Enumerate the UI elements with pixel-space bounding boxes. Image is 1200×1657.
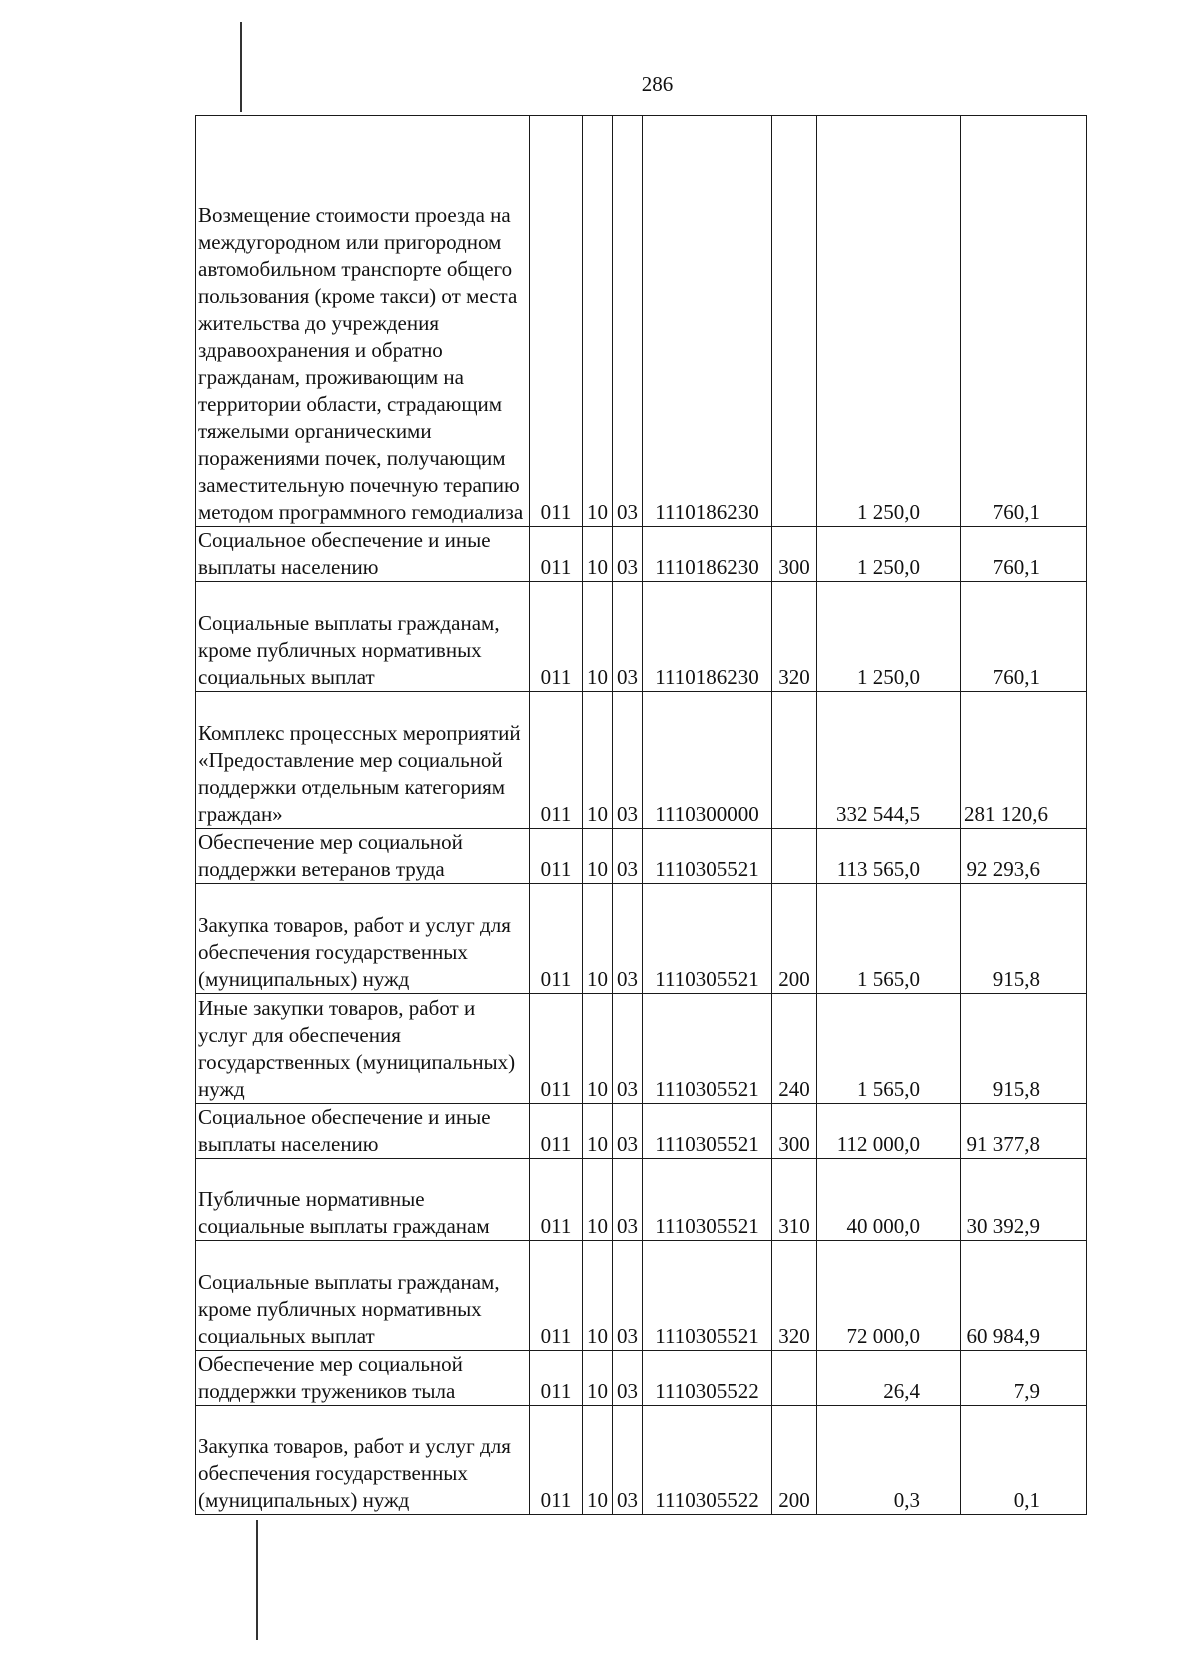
cell-ved: 011	[530, 994, 583, 1104]
table-row	[196, 829, 1087, 884]
cell-pr: 03	[613, 884, 643, 994]
cell-vr	[772, 1351, 817, 1406]
table-row	[196, 1351, 1087, 1406]
cell-plan: 1 565,0	[817, 994, 961, 1104]
cell-csr: 1110300000	[643, 692, 772, 829]
cell-fact: 60 984,9	[961, 1241, 1087, 1351]
cell-rz: 10	[583, 692, 613, 829]
cell-rz: 10	[583, 1241, 613, 1351]
cell-vr: 320	[772, 1241, 817, 1351]
row-name: Закупка товаров, работ и услуг для обеспечения государственных (муниципальных) нужд	[196, 1406, 530, 1515]
cell-csr: 1110305521	[643, 829, 772, 884]
cell-csr: 1110305522	[643, 1406, 772, 1515]
table-row	[196, 1104, 1087, 1159]
table-row	[196, 994, 1087, 1104]
table-row	[196, 582, 1087, 692]
cell-csr: 1110305521	[643, 1159, 772, 1241]
cell-vr: 200	[772, 1406, 817, 1515]
cell-csr: 1110305521	[643, 884, 772, 994]
table-row	[196, 1241, 1087, 1351]
table-row	[196, 116, 1087, 527]
cell-plan: 112 000,0	[817, 1104, 961, 1159]
cell-fact: 760,1	[961, 527, 1087, 582]
cell-rz: 10	[583, 582, 613, 692]
row-name: Обеспечение мер социальной поддержки ветеранов труда	[196, 829, 530, 884]
cell-fact: 915,8	[961, 884, 1087, 994]
cell-vr: 300	[772, 1104, 817, 1159]
cell-rz: 10	[583, 1159, 613, 1241]
cell-plan: 0,3	[817, 1406, 961, 1515]
cell-ved: 011	[530, 1241, 583, 1351]
cell-csr: 1110186230	[643, 116, 772, 527]
row-name: Иные закупки товаров, работ и услуг для обеспечения государственных (муниципальных) нужд	[196, 994, 530, 1104]
cell-pr: 03	[613, 1351, 643, 1406]
cell-plan: 26,4	[817, 1351, 961, 1406]
cell-vr	[772, 116, 817, 527]
cell-pr: 03	[613, 116, 643, 527]
cell-rz: 10	[583, 1104, 613, 1159]
row-name: Социальное обеспечение и иные выплаты населению	[196, 1104, 530, 1159]
page-number: 286	[641, 72, 674, 96]
table-row	[196, 1406, 1087, 1515]
cell-vr: 200	[772, 884, 817, 994]
cell-ved: 011	[530, 527, 583, 582]
table-row	[196, 692, 1087, 829]
cell-fact: 30 392,9	[961, 1159, 1087, 1241]
row-name: Обеспечение мер социальной поддержки тружеников тыла	[196, 1351, 530, 1406]
cell-ved: 011	[530, 829, 583, 884]
cell-rz: 10	[583, 884, 613, 994]
cell-plan: 1 250,0	[817, 582, 961, 692]
cell-rz: 10	[583, 1351, 613, 1406]
cell-pr: 03	[613, 829, 643, 884]
cell-rz: 10	[583, 116, 613, 527]
cell-ved: 011	[530, 1159, 583, 1241]
row-name: Социальные выплаты гражданам, кроме публичных нормативных социальных выплат	[196, 582, 530, 692]
cell-pr: 03	[613, 692, 643, 829]
scan-margin-line-bottom	[256, 1520, 258, 1640]
row-name: Закупка товаров, работ и услуг для обеспечения государственных (муниципальных) нужд	[196, 884, 530, 994]
cell-pr: 03	[613, 527, 643, 582]
cell-plan: 113 565,0	[817, 829, 961, 884]
cell-pr: 03	[613, 994, 643, 1104]
cell-rz: 10	[583, 1406, 613, 1515]
row-name: Социальные выплаты гражданам, кроме публичных нормативных социальных выплат	[196, 1241, 530, 1351]
cell-fact: 281 120,6	[961, 692, 1087, 829]
row-name: Публичные нормативные социальные выплаты гражданам	[196, 1159, 530, 1241]
cell-fact: 760,1	[961, 116, 1087, 527]
table-row	[196, 1159, 1087, 1241]
cell-plan: 332 544,5	[817, 692, 961, 829]
scan-margin-line-top	[240, 22, 242, 112]
cell-fact: 7,9	[961, 1351, 1087, 1406]
cell-ved: 011	[530, 116, 583, 527]
cell-vr: 300	[772, 527, 817, 582]
cell-ved: 011	[530, 582, 583, 692]
cell-plan: 1 250,0	[817, 527, 961, 582]
row-name: Комплекс процессных мероприятий «Предоставление мер социальной поддержки отдельным категориям граждан»	[196, 692, 530, 829]
cell-ved: 011	[530, 1406, 583, 1515]
cell-ved: 011	[530, 1351, 583, 1406]
cell-vr	[772, 829, 817, 884]
table-row	[196, 527, 1087, 582]
cell-csr: 1110305521	[643, 994, 772, 1104]
cell-fact: 92 293,6	[961, 829, 1087, 884]
cell-ved: 011	[530, 1104, 583, 1159]
cell-fact: 0,1	[961, 1406, 1087, 1515]
cell-plan: 40 000,0	[817, 1159, 961, 1241]
cell-pr: 03	[613, 1104, 643, 1159]
budget-table	[195, 115, 1087, 1515]
cell-rz: 10	[583, 994, 613, 1104]
cell-csr: 1110305521	[643, 1104, 772, 1159]
table-row	[196, 884, 1087, 994]
cell-csr: 1110305522	[643, 1351, 772, 1406]
cell-rz: 10	[583, 527, 613, 582]
cell-plan: 1 250,0	[817, 116, 961, 527]
row-name: Возмещение стоимости проезда на междугородном или пригородном автомобильном транспорте общего пользования (кроме такси) от места жительства до учреждения здравоохранения и обратно гражданам, проживающим на территории области, страдающим тяжелыми органическими поражениями почек, получающим заместительную почечную терапию методом программного гемодиализа	[196, 116, 530, 527]
cell-vr: 240	[772, 994, 817, 1104]
cell-plan: 1 565,0	[817, 884, 961, 994]
cell-pr: 03	[613, 582, 643, 692]
cell-csr: 1110186230	[643, 582, 772, 692]
cell-ved: 011	[530, 884, 583, 994]
cell-ved: 011	[530, 692, 583, 829]
cell-fact: 760,1	[961, 582, 1087, 692]
cell-vr	[772, 692, 817, 829]
cell-rz: 10	[583, 829, 613, 884]
cell-fact: 91 377,8	[961, 1104, 1087, 1159]
row-name: Социальное обеспечение и иные выплаты населению	[196, 527, 530, 582]
cell-vr: 320	[772, 582, 817, 692]
cell-plan: 72 000,0	[817, 1241, 961, 1351]
cell-pr: 03	[613, 1159, 643, 1241]
cell-pr: 03	[613, 1241, 643, 1351]
cell-vr: 310	[772, 1159, 817, 1241]
cell-csr: 1110305521	[643, 1241, 772, 1351]
cell-pr: 03	[613, 1406, 643, 1515]
cell-fact: 915,8	[961, 994, 1087, 1104]
cell-csr: 1110186230	[643, 527, 772, 582]
